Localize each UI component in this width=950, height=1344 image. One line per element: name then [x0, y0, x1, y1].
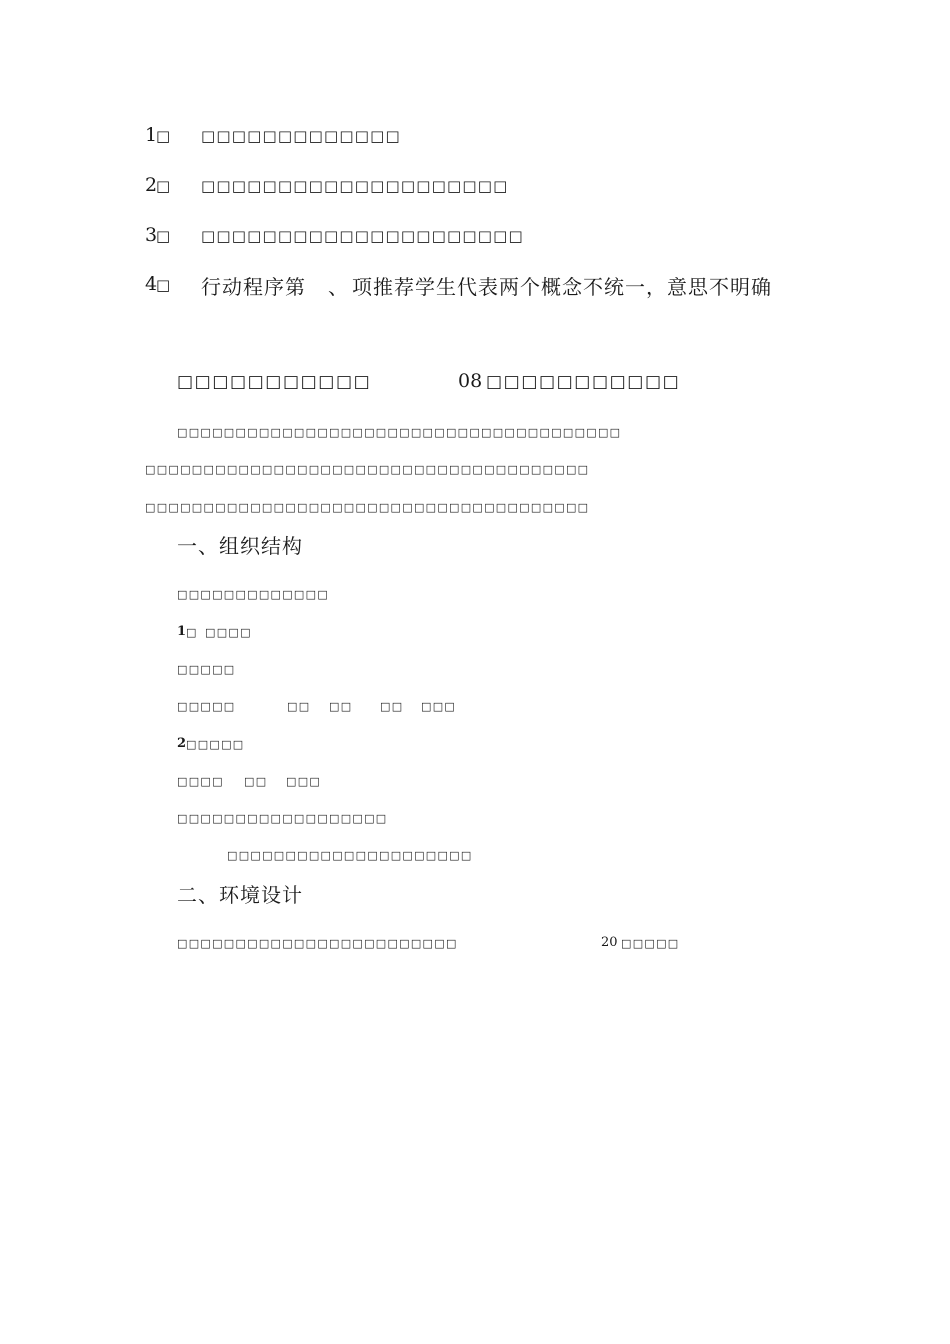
list-item-3-number: 3	[145, 224, 158, 246]
section1-line-4-a: □□□□□	[177, 700, 236, 713]
list-item-1-number: 1	[145, 124, 158, 146]
section1-line-1: □□□□□□□□□□□□□	[177, 588, 330, 601]
section1-line-4-b: □□	[287, 700, 311, 713]
intro-line-2: □□□□□□□□□□□□□□□□□□□□□□□□□□□□□□□□□□□□□□	[145, 463, 590, 476]
section1-line-6-a: □□□□	[177, 775, 224, 788]
list-item-3-marker: □	[156, 227, 172, 245]
section1-line-4-e: □□□	[421, 700, 457, 713]
section1-line-6-c: □□□	[286, 775, 322, 788]
section2-line-number: 20	[601, 935, 618, 950]
intro-line-1: □□□□□□□□□□□□□□□□□□□□□□□□□□□□□□□□□□□□□□	[177, 426, 622, 439]
section1-item-1-marker: □	[186, 626, 198, 639]
section2-line-text: □□□□□□□□□□□□□□□□□□□□□□□□	[177, 937, 458, 950]
section1-item-2-text: □□□□□	[186, 738, 245, 751]
section2-line-tail: □□□□□	[621, 937, 680, 950]
section1-item-2-number: 2	[177, 736, 187, 751]
list-item-1-marker: □	[156, 127, 172, 145]
page-title-number: 08	[458, 370, 483, 392]
section1-line-8: □□□□□□□□□□□□□□□□□□□□□	[227, 849, 473, 862]
section1-line-4-c: □□	[329, 700, 353, 713]
page-title-left: □□□□□□□□□□□	[177, 372, 372, 392]
list-item-4-text-b: 、	[328, 275, 349, 299]
section1-item-1-number: 1	[177, 624, 187, 639]
list-item-1-text: □□□□□□□□□□□□□	[201, 127, 401, 145]
list-item-4-text-c: 项推荐学生代表两个概念不统一，意思不明确	[352, 275, 772, 299]
section-heading-organization: 一、组织结构	[177, 534, 303, 558]
section1-line-3: □□□□□	[177, 663, 236, 676]
list-item-4-marker: □	[156, 276, 172, 294]
section1-line-7: □□□□□□□□□□□□□□□□□□	[177, 812, 388, 825]
section1-line-4-d: □□	[380, 700, 404, 713]
section1-line-6-b: □□	[244, 775, 268, 788]
section1-item-1-text: □□□□	[205, 626, 252, 639]
intro-line-3: □□□□□□□□□□□□□□□□□□□□□□□□□□□□□□□□□□□□□□	[145, 501, 590, 514]
list-item-2-marker: □	[156, 177, 172, 195]
list-item-2-number: 2	[145, 174, 158, 196]
page-title-right: □□□□□□□□□□□	[486, 372, 681, 392]
list-item-2-text: □□□□□□□□□□□□□□□□□□□□	[201, 177, 509, 195]
section-heading-environment: 二、环境设计	[177, 883, 303, 907]
list-item-4-number: 4	[145, 273, 158, 295]
list-item-4-text-a: 行动程序第	[201, 275, 306, 299]
list-item-3-text: □□□□□□□□□□□□□□□□□□□□□	[201, 227, 524, 245]
